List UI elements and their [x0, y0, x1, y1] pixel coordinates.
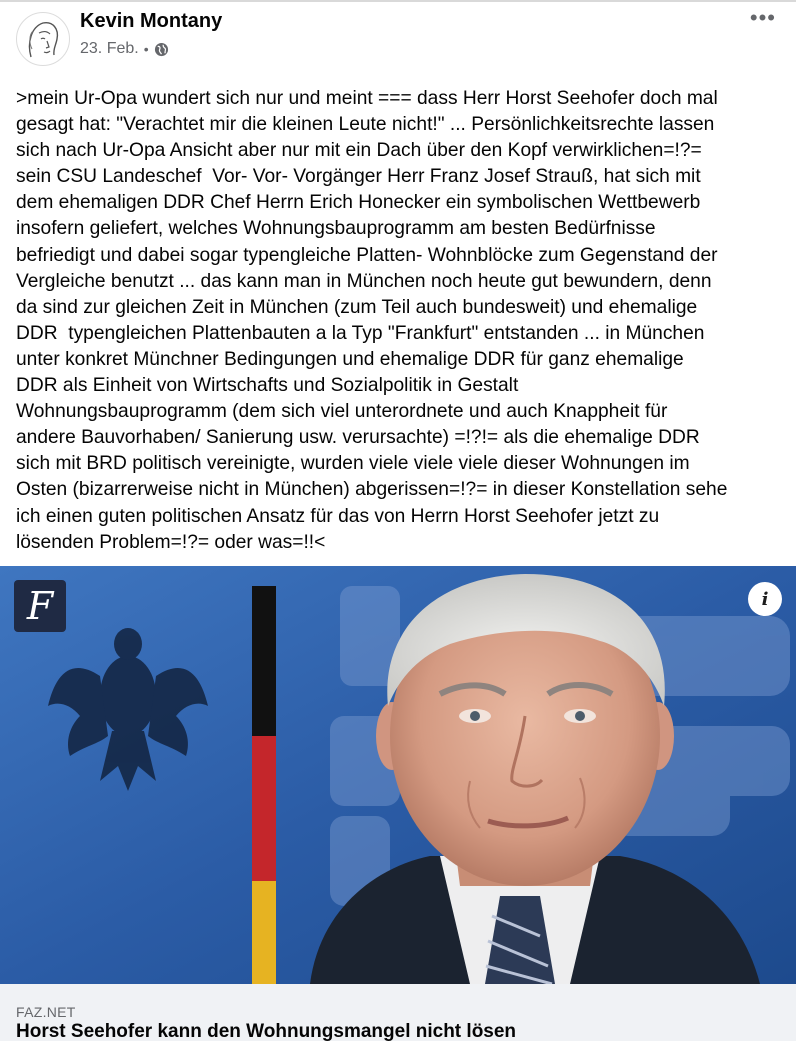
- more-options-icon[interactable]: •••: [749, 5, 776, 30]
- post-date[interactable]: 23. Feb.: [80, 40, 139, 57]
- author-avatar[interactable]: [16, 12, 70, 66]
- seehofer-photo: [0, 566, 796, 984]
- meta-separator: •: [143, 41, 149, 57]
- faz-logo-icon: F: [14, 580, 66, 632]
- link-title[interactable]: Horst Seehofer kann den Wohnungsmangel nicht lösen: [16, 1021, 517, 1042]
- avatar-sketch-icon: [17, 13, 69, 65]
- info-icon[interactable]: i: [748, 582, 782, 616]
- link-domain: FAZ.NET: [16, 1004, 76, 1020]
- link-preview-caption[interactable]: [0, 984, 796, 1041]
- link-preview-image[interactable]: [0, 566, 796, 984]
- globe-icon: [154, 42, 169, 57]
- post-text: >mein Ur-Opa wundert sich nur und meint === dass Herr Horst Seehofer doch mal gesagt hat: "Verachtet mir die kleinen Leute nicht!" ... Persönlichkeitsrechte lassen sich nach Ur-Opa Ansicht aber nur mit ein Dach über den Kopf verwirklichen=!?= sein CSU Landeschef Vor- Vor- Vorgänger Herr Franz Josef Strauß, hat sich mit dem ehemaligen DDR Chef Herrn Erich Honecker ein symbolischen Wettbewerb insofern geliefert, welches Wohnungsbauprogramm am besten Bedürfnisse befriedigt und dabei sogar typengleiche Platten- Wohnblöcke zum Gegenstand der Vergleiche benutzt ... das kann man in München noch heute gut bewundern, denn da sind zur gleichen Zeit in München (zum Teil auch bundesweit) und ehemalige DDR typengleichen Plattenbauten a la Typ "Frankfurt" entstanden ... in München unter konkret Münchner Bedingungen und ehemalige DDR für ganz ehemalige DDR als Einheit von Wirtschafts und Sozialpolitik in Gestalt Wohnungsbauprogramm (dem sich viel unterordnete und auch Knappheit für andere Bauvorhaben/ Sanierung usw. verursachte) =!?!= als die ehemalige DDR sich mit BRD politisch vereinigte, wurden viele viele viele dieser Wohnungen im Osten (bizarrerweise nicht in München) abgerissen=!?= in dieser Konstellation sehe ich einen guten politischen Ansatz für das von Herrn Horst Seehofer jetzt zu lösenden Problem=!?= oder was=!!<: [16, 88, 728, 553]
- post-header: [0, 0, 796, 70]
- post-meta: [80, 40, 169, 58]
- author-name[interactable]: Kevin Montany: [80, 10, 223, 32]
